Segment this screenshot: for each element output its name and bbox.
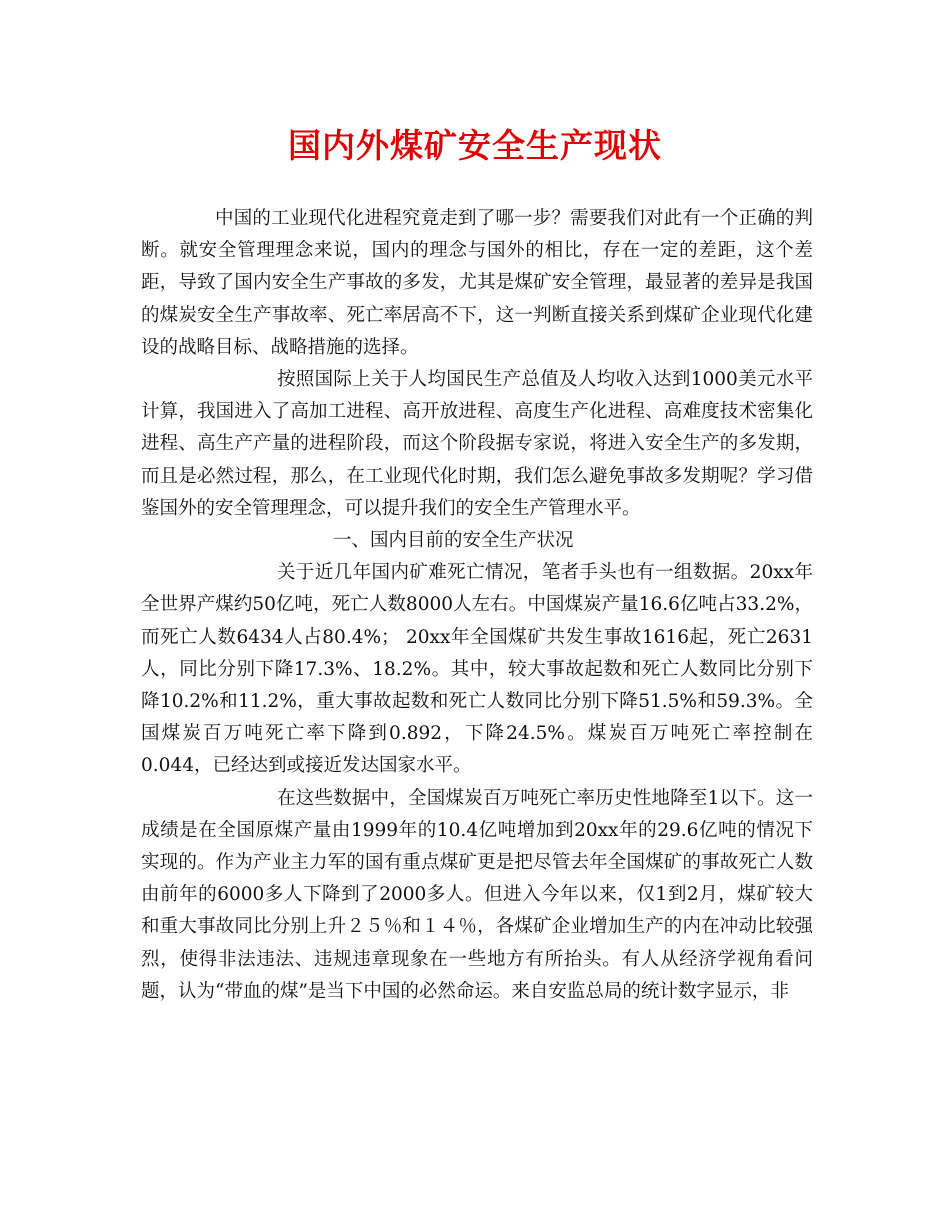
paragraph-analysis: 在这些数据中，全国煤炭百万吨死亡率历史性地降至1以下。这一成绩是在全国原煤产量由1999年的10.4亿吨增加到20xx年的29.6亿吨的情况下实现的。作为产业主力军的国有重点煤矿更是把尽管去年全国煤矿的事故死亡人数由前年的6000多人下降到了2000多人。但进入今年以来，仅1到2月，煤矿较大和重大事故同比分别上升２５％和１４％，各煤矿企业增加生产的内在冲动比较强烈，使得非法违法、违规违章现象在一些地方有所抬头。有人从经济学视角看问题，认为“带血的煤”是当下中国的必然命运。来自安监总局的统计数字显示，非 bbox=[141, 787, 813, 1002]
section-heading: 一、国内目前的安全生产状况 bbox=[333, 530, 574, 552]
document-body bbox=[141, 203, 813, 1008]
paragraph-statistics: 关于近几年国内矿难死亡情况，笔者手头也有一组数据。20xx年全世界产煤约50亿吨，死亡人数8000人左右。中国煤炭产量16.6亿吨占33.2%，而死亡人数6434人占80.4%； 20xx年全国煤矿共发生事故1616起，死亡2631人，同比分别下降17.3%、18.2%。其中，较大事故起数和死亡人数同比分别下降10.2%和11.2%，重大事故起数和死亡人数同比分别下降51.5%和59.3%。全国煤炭百万吨死亡率下降到0.892，下降24.5%。煤炭百万吨死亡率控制在0.044，已经达到或接近发达国家水平。 bbox=[141, 562, 813, 777]
document-title: 国内外煤矿安全生产现状 bbox=[288, 126, 662, 165]
paragraph-background: 按照国际上关于人均国民生产总值及人均收入达到1000美元水平计算，我国进入了高加工进程、高开放进程、高度生产化进程、高难度技术密集化进程、高生产产量的进程阶段，而这个阶段据专家说，将进入安全生产的多发期，而且是必然过程，那么，在工业现代化时期，我们怎么避免事故多发期呢？学习借鉴国外的安全管理理念，可以提升我们的安全生产管理水平。 bbox=[141, 369, 813, 519]
paragraph-intro: 中国的工业现代化进程究竟走到了哪一步？需要我们对此有一个正确的判断。就安全管理理念来说，国内的理念与国外的相比，存在一定的差距，这个差距，导致了国内安全生产事故的多发，尤其是煤矿安全管理，最显著的差异是我国的煤炭安全生产事故率、死亡率居高不下，这一判断直接关系到煤矿企业现代化建设的战略目标、战略措施的选择。 bbox=[141, 208, 813, 358]
